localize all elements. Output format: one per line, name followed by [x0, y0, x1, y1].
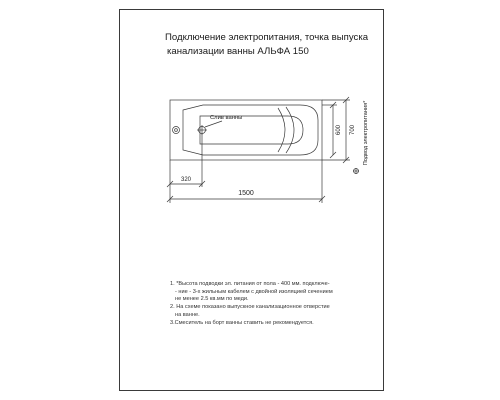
note-line: 3.Смеситель на борт ванны ставить не рекомендуется. [170, 319, 314, 326]
note-line: 1. *Высота подводки эл. питания от пола - 400 мм. подключе- [170, 281, 330, 287]
notes-block [170, 281, 370, 327]
title-line-2: канализации ванны АЛЬФА 150 [167, 46, 309, 57]
dim-depth-label: 700 [350, 124, 356, 136]
note-line: 2. На схеме показано выпускное канализационное отверстие [170, 304, 330, 311]
power-supply-label: Подвод электропитания* [363, 100, 369, 166]
note-line: - ние - 3-х жильным кабелем с двойной изоляцией сечением [175, 288, 333, 295]
dim-offset-label: 320 [180, 177, 192, 183]
drain-label: Слив ванны [210, 115, 243, 121]
headrest-contour-outer [286, 107, 294, 153]
dim-drain-depth-label: 600 [336, 124, 342, 136]
headrest-contour [278, 108, 285, 152]
note-line: на ванне. [175, 311, 200, 318]
overflow-icon [173, 127, 180, 134]
dim-width-label: 1500 [238, 190, 254, 197]
bathtub-outer-rim [170, 100, 322, 160]
title-line-1: Подключение электропитания, точка выпуска [165, 32, 369, 43]
note-line: не менее 2.5 кв.мм по меди. [175, 296, 249, 303]
drain-leader-line [205, 121, 222, 127]
overflow-inner-icon [175, 129, 178, 132]
